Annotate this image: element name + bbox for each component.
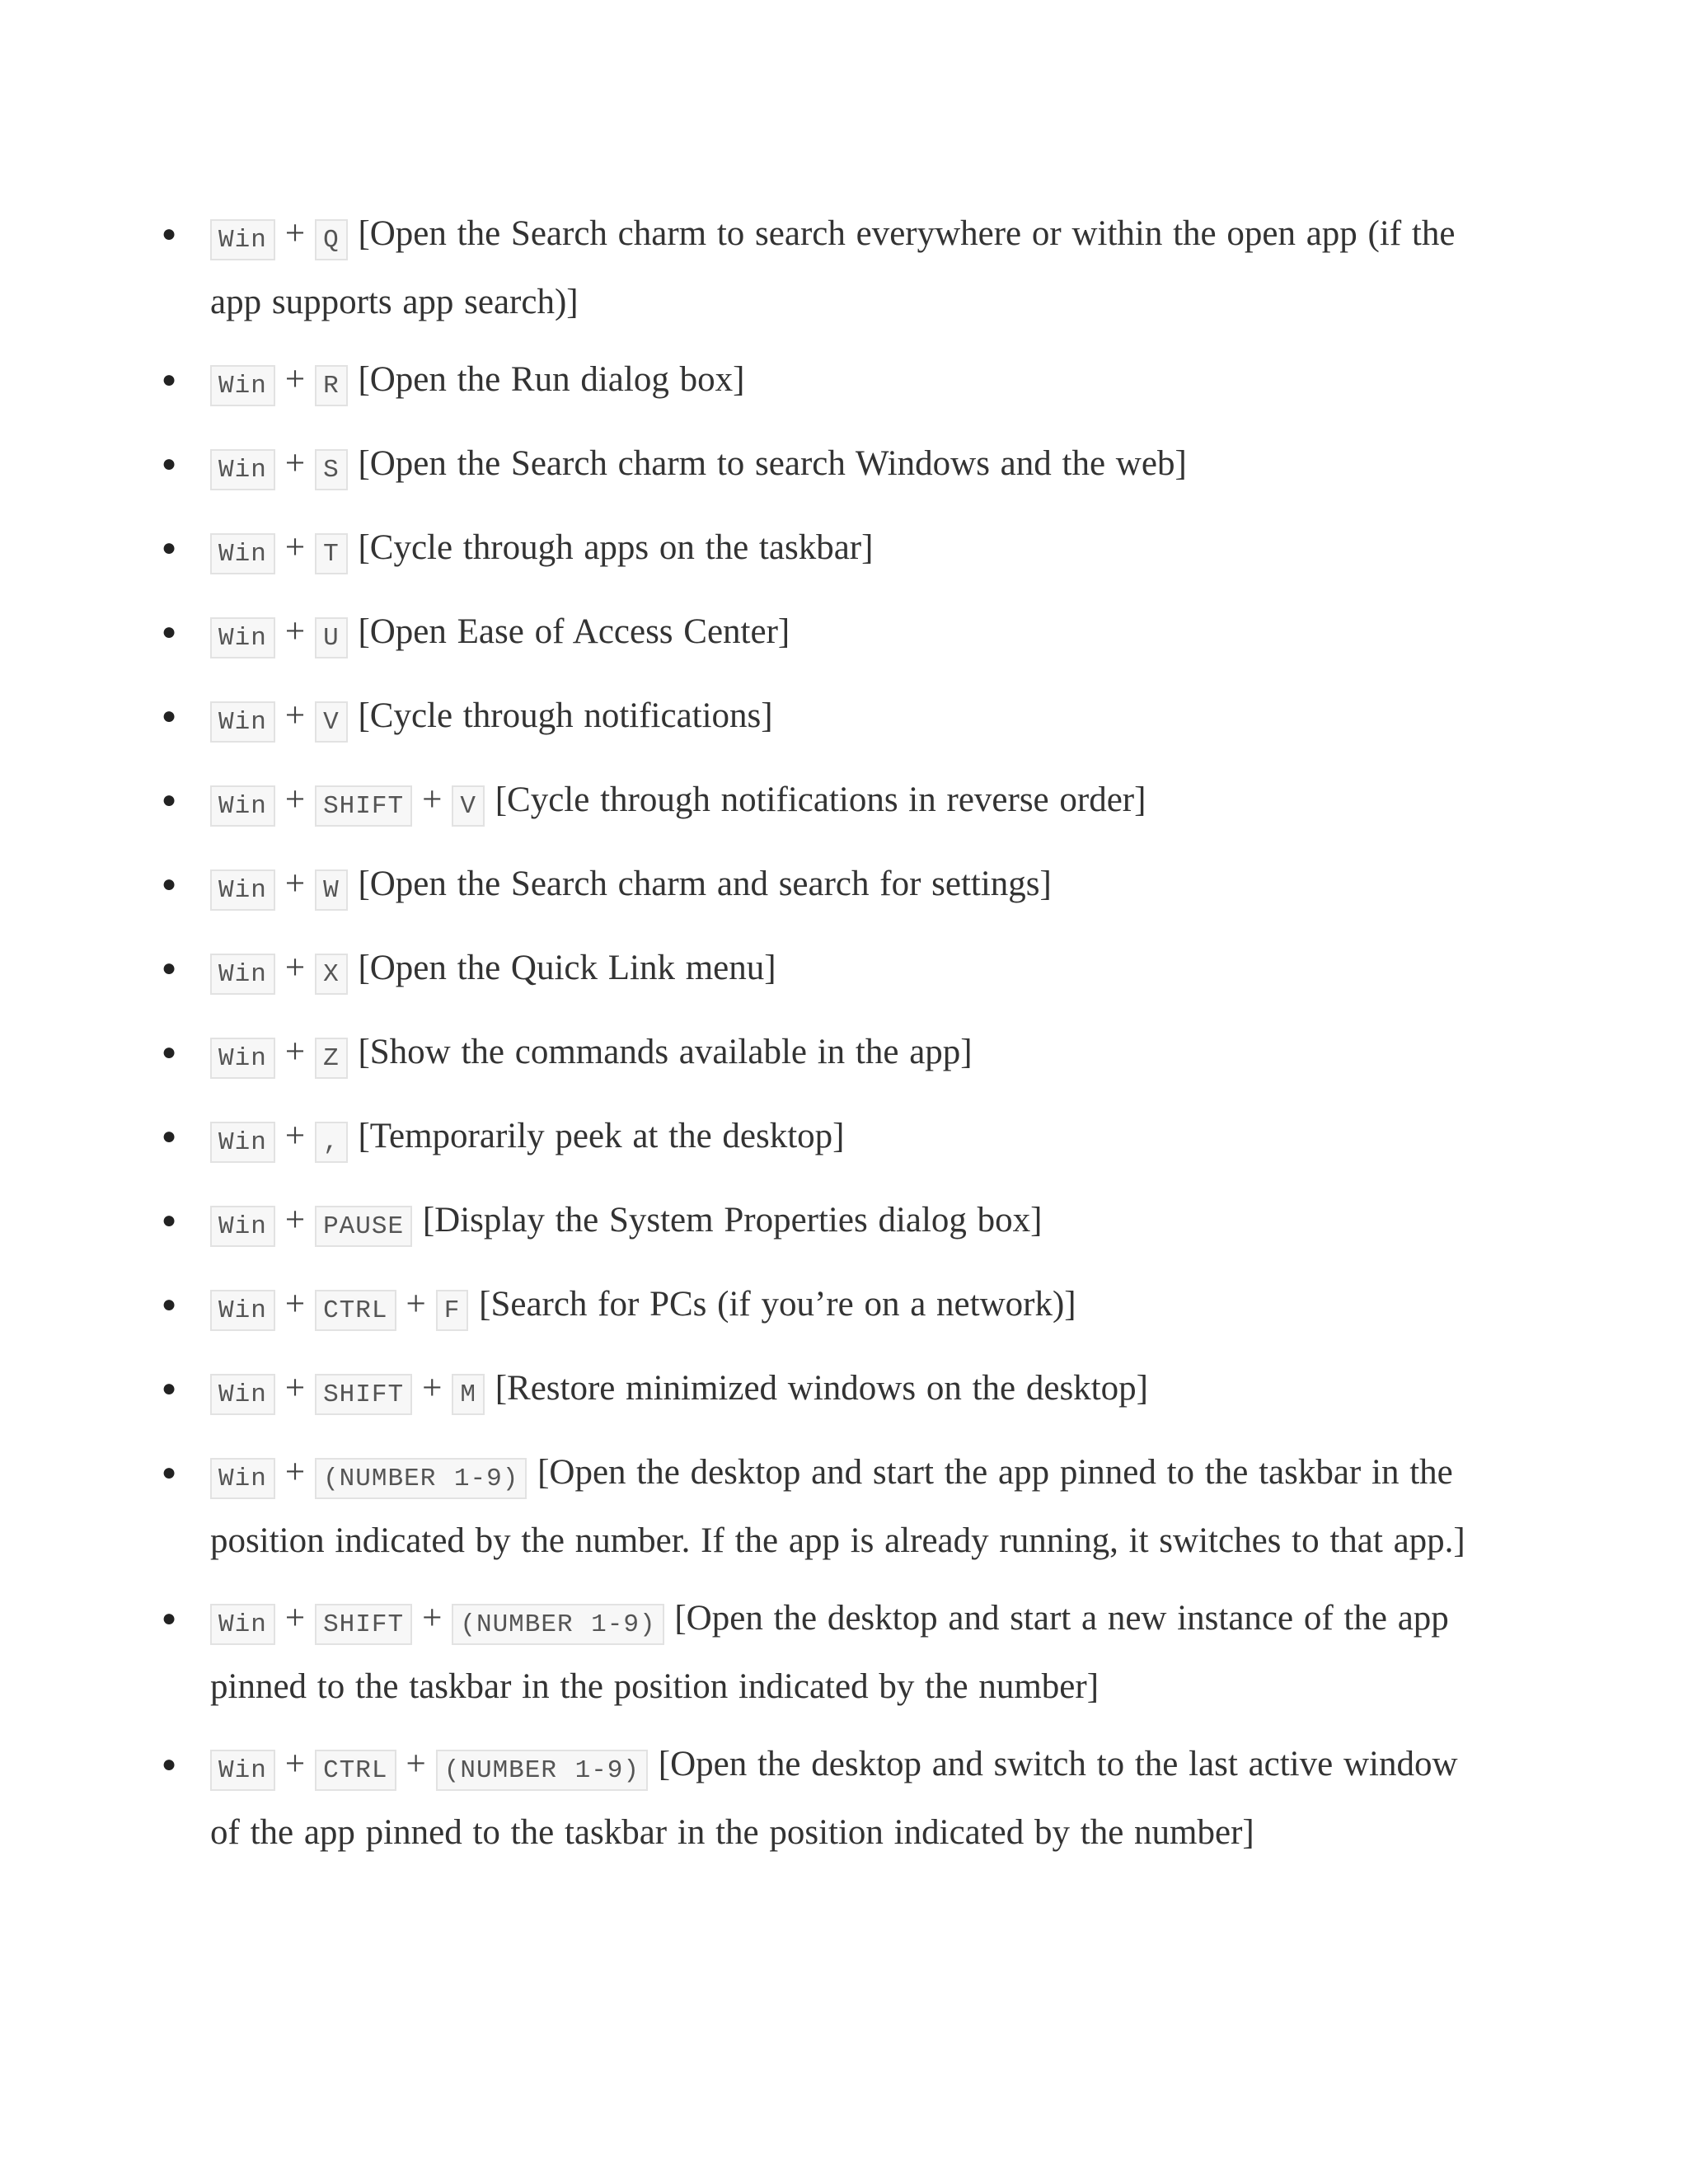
key-badge: Win — [210, 1038, 275, 1079]
bullet-icon: ● — [162, 870, 177, 898]
plus-sign: + — [284, 949, 306, 987]
shortcut-description: [Open the Search charm to search Windows and the web] — [358, 444, 1187, 483]
plus-sign: + — [422, 1369, 443, 1408]
shortcut-description: [Display the System Properties dialog box] — [422, 1201, 1043, 1240]
list-item — [162, 1730, 1496, 1867]
shortcut-description: [Open the Search charm and search for settings] — [358, 865, 1052, 903]
shortcut-description: [Open the desktop and start a new instance of the app pinned to the taskbar in the position indicated by the number] — [210, 1599, 1449, 1706]
bullet-icon: ● — [162, 1459, 177, 1486]
key-badge: Win — [210, 1750, 275, 1791]
list-item — [162, 1270, 1496, 1338]
bullet-icon: ● — [162, 1038, 177, 1066]
key-badge: Win — [210, 869, 275, 911]
key-badge: CTRL — [315, 1750, 396, 1791]
list-item — [162, 1186, 1496, 1254]
bullet-icon: ● — [162, 702, 177, 729]
key-badge: T — [315, 533, 348, 574]
key-badge: CTRL — [315, 1290, 396, 1331]
key-badge: X — [315, 954, 348, 995]
bullet-icon: ● — [162, 1375, 177, 1402]
key-badge: Win — [210, 1122, 275, 1163]
key-badge: V — [315, 701, 348, 743]
key-badge: SHIFT — [315, 1374, 412, 1415]
shortcut-description: [Open the Search charm to search everywhere or within the open app (if the app supports app search)] — [210, 214, 1456, 321]
list-item — [162, 682, 1496, 750]
key-badge: Win — [210, 1604, 275, 1645]
list-item — [162, 934, 1496, 1002]
plus-sign: + — [406, 1285, 426, 1324]
key-badge: (NUMBER 1-9) — [315, 1458, 527, 1499]
shortcut-description: [Cycle through notifications] — [358, 696, 773, 735]
key-badge: (NUMBER 1-9) — [436, 1750, 648, 1791]
key-badge: Win — [210, 365, 275, 406]
key-badge: PAUSE — [315, 1206, 412, 1247]
key-badge: Win — [210, 1458, 275, 1499]
list-item — [162, 850, 1496, 918]
plus-sign: + — [284, 1599, 306, 1638]
key-badge: Win — [210, 1206, 275, 1247]
key-badge: (NUMBER 1-9) — [452, 1604, 663, 1645]
list-item — [162, 1018, 1496, 1086]
key-badge: SHIFT — [315, 1604, 412, 1645]
plus-sign: + — [284, 1453, 306, 1492]
key-badge: Win — [210, 533, 275, 574]
list-item — [162, 766, 1496, 834]
shortcut-description: [Cycle through apps on the taskbar] — [358, 528, 874, 567]
plus-sign: + — [422, 1599, 443, 1638]
list-item — [162, 345, 1496, 414]
bullet-icon: ● — [162, 1750, 177, 1778]
bullet-icon: ● — [162, 954, 177, 982]
key-badge: Win — [210, 1374, 275, 1415]
list-item — [162, 598, 1496, 666]
plus-sign: + — [284, 444, 306, 483]
list-item — [162, 1584, 1496, 1721]
key-badge: R — [315, 365, 348, 406]
key-badge: Q — [315, 219, 348, 260]
plus-sign: + — [284, 780, 306, 819]
plus-sign: + — [422, 780, 443, 819]
key-badge: Win — [210, 1290, 275, 1331]
shortcut-description: [Open the desktop and start the app pinned to the taskbar in the position indicated by the number. If the app is already running, it switches to that app.] — [210, 1453, 1465, 1560]
plus-sign: + — [406, 1745, 426, 1783]
shortcut-description: [Search for PCs (if you’re on a network)] — [479, 1285, 1076, 1324]
list-item — [162, 429, 1496, 498]
shortcut-description: [Open the Run dialog box] — [358, 360, 745, 399]
plus-sign: + — [284, 528, 306, 567]
key-badge: Z — [315, 1038, 348, 1079]
bullet-icon: ● — [162, 1291, 177, 1318]
key-badge: M — [452, 1374, 485, 1415]
bullet-icon: ● — [162, 450, 177, 477]
bullet-icon: ● — [162, 1122, 177, 1150]
list-item — [162, 513, 1496, 582]
bullet-icon: ● — [162, 1605, 177, 1632]
bullet-icon: ● — [162, 786, 177, 813]
bullet-icon: ● — [162, 366, 177, 393]
plus-sign: + — [284, 1201, 306, 1240]
key-badge: F — [436, 1290, 469, 1331]
plus-sign: + — [284, 1033, 306, 1071]
bullet-icon: ● — [162, 534, 177, 561]
key-badge: SHIFT — [315, 785, 412, 827]
bullet-icon: ● — [162, 1207, 177, 1234]
plus-sign: + — [284, 360, 306, 399]
key-badge: Win — [210, 219, 275, 260]
list-item — [162, 1438, 1496, 1575]
shortcut-list — [162, 199, 1496, 1876]
shortcut-description: [Open the Quick Link menu] — [358, 949, 776, 987]
shortcut-description: [Temporarily peek at the desktop] — [358, 1117, 845, 1155]
plus-sign: + — [284, 865, 306, 903]
plus-sign: + — [284, 696, 306, 735]
bullet-icon: ● — [162, 220, 177, 247]
key-badge: V — [452, 785, 485, 827]
bullet-icon: ● — [162, 618, 177, 645]
key-badge: Win — [210, 617, 275, 658]
shortcut-description: [Cycle through notifications in reverse order] — [495, 780, 1146, 819]
list-item — [162, 199, 1496, 336]
key-badge: Win — [210, 785, 275, 827]
key-badge: Win — [210, 449, 275, 490]
key-badge: U — [315, 617, 348, 658]
shortcut-description: [Restore minimized windows on the desktop] — [495, 1369, 1148, 1408]
shortcut-description: [Open Ease of Access Center] — [358, 612, 790, 651]
key-badge: , — [315, 1122, 348, 1163]
plus-sign: + — [284, 612, 306, 651]
plus-sign: + — [284, 1285, 306, 1324]
key-badge: S — [315, 449, 348, 490]
plus-sign: + — [284, 214, 306, 253]
key-badge: Win — [210, 701, 275, 743]
list-item — [162, 1354, 1496, 1422]
key-badge: Win — [210, 954, 275, 995]
key-badge: W — [315, 869, 348, 911]
shortcut-description: [Open the desktop and switch to the last active window of the app pinned to the taskbar in the position indicated by the number] — [210, 1745, 1458, 1852]
plus-sign: + — [284, 1745, 306, 1783]
shortcut-description: [Show the commands available in the app] — [358, 1033, 973, 1071]
plus-sign: + — [284, 1117, 306, 1155]
list-item — [162, 1102, 1496, 1170]
plus-sign: + — [284, 1369, 306, 1408]
